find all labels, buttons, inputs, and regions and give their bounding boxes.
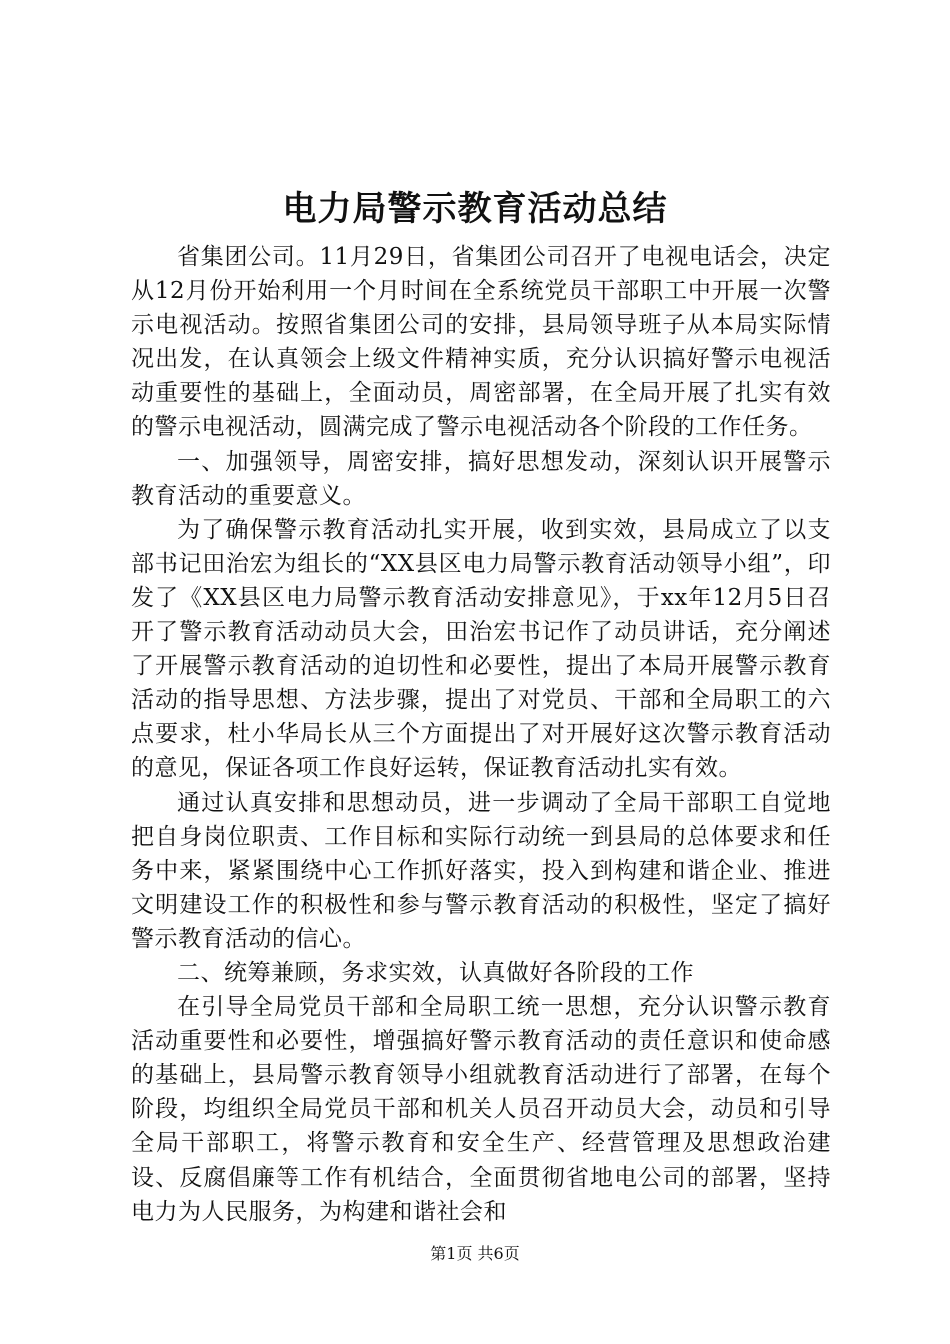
page-footer: 第1页 共6页 [430, 1244, 520, 1263]
document-title: 电力局警示教育活动总结 [282, 189, 668, 229]
paragraph-mobilization: 通过认真安排和思想动员，进一步调动了全局干部职工自觉地把自身岗位职责、工作目标和实际行动统一到县局的总体要求和任务中来，紧紧围绕中心工作抓好落实，投入到构建和谐企业、推进文明建设工作的积极性和参与警示教育活动的积极性，坚定了搞好警示教育活动的信心。 [131, 789, 831, 952]
paragraph-leadership: 为了确保警示教育活动扎实开展，收到实效，县局成立了以支部书记田治宏为组长的“XX县区电力局警示教育活动领导小组”，印发了《XX县区电力局警示教育活动安排意见》，于xx年12月5日召开了警示教育活动动员大会，田治宏书记作了动员讲话，充分阐述了开展警示教育活动的迫切性和必要性，提出了本局开展警示教育活动的指导思想、方法步骤，提出了对党员、干部和全局职工的六点要求，杜小华局长从三个方面提出了对开展好这次警示教育活动的意见，保证各项工作良好运转，保证教育活动扎实有效。 [131, 516, 831, 782]
section-heading-2: 二、统筹兼顾，务求实效，认真做好各阶段的工作 [177, 959, 694, 986]
paragraph-intro: 省集团公司。11月29日，省集团公司召开了电视电话会，决定从12月份开始利用一个月时间在全系统党员干部职工中开展一次警示电视活动。按照省集团公司的安排，县局领导班子从本局实际情况出发，在认真领会上级文件精神实质，充分认识搞好警示电视活动重要性的基础上，全面动员，周密部署，在全局开展了扎实有效的警示电视活动，圆满完成了警示电视活动各个阶段的工作任务。 [131, 244, 831, 441]
section-heading-1: 一、加强领导，周密安排，搞好思想发动，深刻认识开展警示教育活动的重要意义。 [131, 448, 831, 509]
document-body [131, 240, 831, 1229]
paragraph-stages: 在引导全局党员干部和全局职工统一思想，充分认识警示教育活动重要性和必要性，增强搞好警示教育活动的责任意识和使命感的基础上，县局警示教育领导小组就教育活动进行了部署，在每个阶段，均组织全局党员干部和机关人员召开动员大会，动员和引导全局干部职工，将警示教育和安全生产、经营管理及思想政治建设、反腐倡廉等工作有机结合，全面贯彻省地电公司的部署，坚持电力为人民服务，为构建和谐社会和 [131, 994, 831, 1225]
